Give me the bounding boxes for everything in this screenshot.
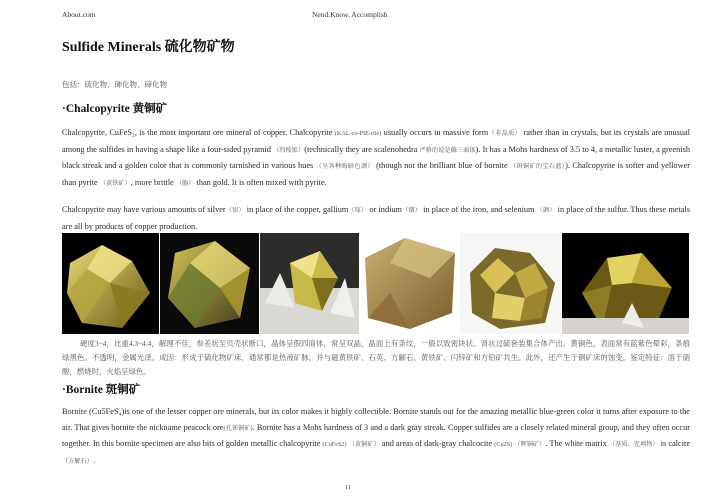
page-title: Sulfide Minerals 硫化物矿物	[62, 40, 235, 55]
annotation-text: （银）	[225, 207, 245, 214]
body-text: in place of the copper, gallium	[244, 205, 349, 214]
mineral-photo-strip	[62, 233, 689, 334]
annotation-text: （镓）	[348, 207, 368, 214]
chalcopyrite-ore-photo	[360, 233, 459, 334]
annotation-text: （四棱锥）	[273, 146, 305, 154]
body-text: Chalcopyrite, CuFeS₂, is the most important ore mineral of copper. Chalcopyrite	[62, 128, 335, 137]
header-tagline: Nend.Know. Accomplish	[312, 10, 388, 19]
annotation-text: (KAL-co-PIE-rite)	[334, 130, 382, 137]
chalcopyrite-crystal-photo	[562, 233, 689, 334]
body-text: usually occurs in massive form	[381, 128, 489, 137]
body-text: ). Chalcopyrite is softer and yellower than pyrite	[62, 161, 691, 187]
chalcopyrite-paragraph-1	[62, 125, 690, 191]
body-text: Bornite (Cu5FeS₄)is one of the lesser copper ore minerals, but its color makes it highly collectible. Bornite stands out for the amazing metallic blue-green color it turns after exposure to the air. That gives bornite the nickname peacock ore	[62, 407, 690, 432]
annotation-text: (孔雀铜矿)	[223, 424, 253, 432]
body-text: rather than in crystals, but its crystals are unusual among the sulfides in having a shape like a four-sided pyramid	[62, 128, 690, 154]
chalcopyrite-crystal-photo	[160, 233, 259, 334]
page-number: 11	[345, 484, 352, 491]
body-text: , more brittle	[130, 177, 176, 187]
body-text: is calcite	[658, 439, 691, 449]
bornite-paragraph	[62, 404, 690, 469]
header-source: About.com	[62, 10, 96, 19]
annotation-text: （方解石）	[62, 457, 93, 465]
body-text: . Bornite has a Mohs hardness of 3 and a dark gray streak. Copper sulfides are a closely related mineral group, and they often occur together. In this bornite specimen are also bits of golden metallic chalcopyrite	[62, 422, 690, 449]
body-text: .	[92, 455, 96, 465]
section-heading-bornite: ·Bornite 斑铜矿	[62, 384, 141, 396]
chalcopyrite-crystal-photo	[260, 233, 359, 334]
body-text: or indium	[367, 205, 403, 214]
body-text: (though not the brilliant blue of bornite	[373, 161, 511, 171]
annotation-text: (CuFeS2)	[322, 441, 347, 449]
body-text: in place of the iron, and selenium	[420, 205, 537, 214]
section-heading-chalcopyrite: ·Chalcopyrite 黄铜矿	[62, 103, 168, 115]
annotation-text: （黄铜矿）	[348, 441, 380, 449]
body-text: . The white matrix	[545, 439, 609, 449]
body-text: than gold. It is often mixed with pyrite.	[194, 177, 327, 187]
body-text: ). It has a Mohs hardness of 3.5 to 4, a metallic luster, a greenish black streak and a golden color that is commonly tarnished in various hues	[62, 144, 690, 171]
annotation-text: （辉铜矿）	[514, 441, 546, 449]
includes-line: 包括：硫化物、砷化物、碲化物	[62, 80, 167, 89]
annotation-text: （铟）	[402, 207, 421, 214]
body-text: (technically they are scalenohedra	[304, 144, 420, 154]
annotation-text: (Cu2S)	[494, 441, 513, 449]
chalcopyrite-caption-cn: 硬度3~4，比重4.3~4.4，解理不佳，参差状至贝壳状断口，晶体呈假四面体，常呈双晶，晶面上有条纹，一般以致密块状、肾状过硫套装集合体产出。黄铜色，表面常有蓝紫色晕彩，条痕绿黑色。不透明，金属光泽。成因：形成于硫化物矿床，通常都是热液矿脉，并与磁黄铁矿、石英、方解石、黄铁矿、闪锌矿和方铅矿共生。此外，还产生于铜矿床的蚀变。鉴定特征：溶于硝酸，燃烧时，火焰呈绿色。	[62, 339, 690, 376]
annotation-text: 严格的说是偏三面体	[419, 146, 476, 154]
annotation-text: （黄铁矿）	[99, 179, 131, 187]
body-text: in place of the sulfur. Thus these metals are all by products of copper production.	[62, 205, 690, 231]
annotation-text: （基质、充填物）	[608, 441, 659, 449]
chalcopyrite-paragraph-2	[62, 202, 690, 234]
chalcopyrite-crystal-photo	[62, 233, 159, 334]
body-text: and areas of dark-gray chalcocite	[379, 439, 495, 449]
body-text: Chalcopyrite may have various amounts of silver	[62, 205, 226, 214]
annotation-text: （脆）	[175, 179, 195, 187]
annotation-text: （硒）	[536, 207, 556, 214]
annotation-text: （非晶质）	[488, 130, 522, 137]
chalcopyrite-crystal-photo	[460, 233, 561, 334]
annotation-text: （呈各种晦暗色调）	[315, 163, 374, 171]
annotation-text: （斑铜矿的宝石蓝）	[510, 163, 566, 171]
